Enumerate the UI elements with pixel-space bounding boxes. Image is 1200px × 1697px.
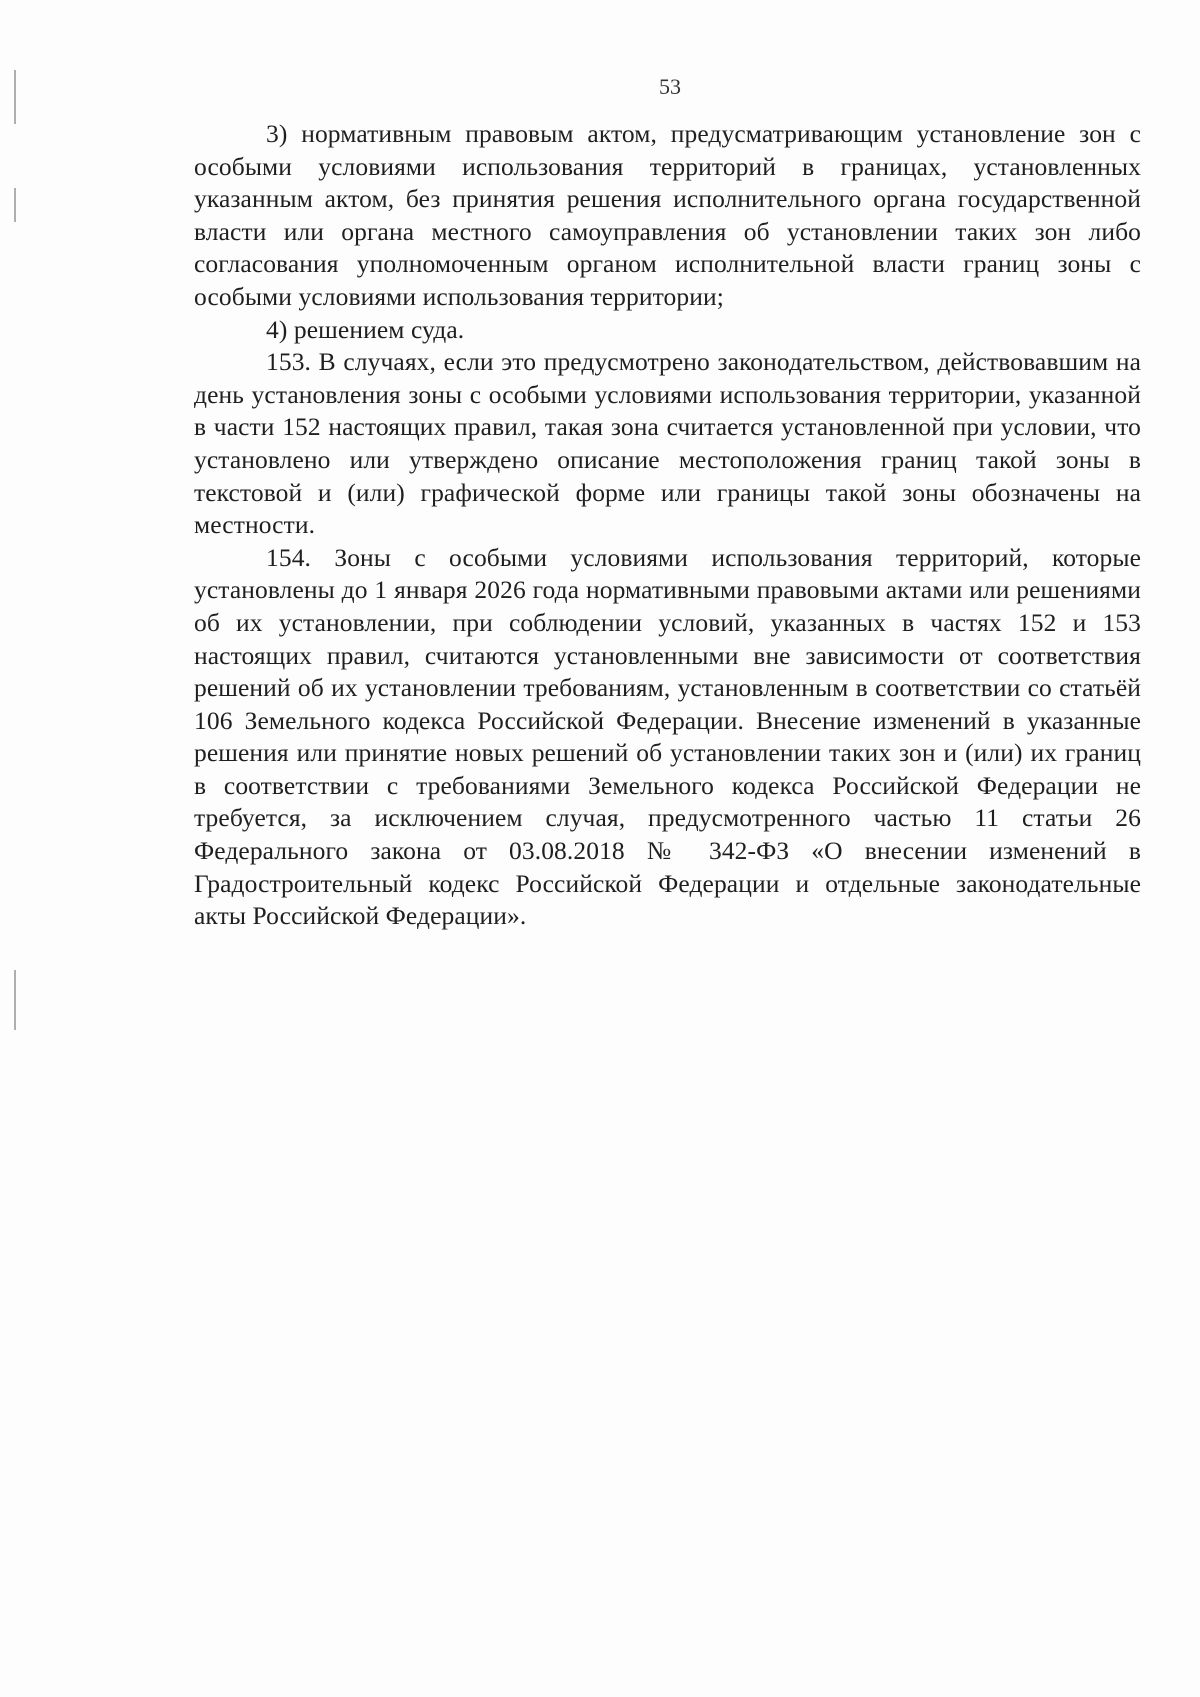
list-item-3: 3) нормативным правовым актом, предусматривающим установление зон с особыми условиями использования территорий в границах, установленных указанным актом, без принятия решения исполнительного органа государственной власти или органа местного самоуправления об установлении таких зон либо согласования уполномоченным органом исполнительной власти границ зоны с особыми условиями использования территории; (194, 119, 1141, 311)
list-item-4: 4) решением суда. (266, 314, 465, 344)
page-number: 53 (659, 74, 681, 99)
document-body (194, 118, 1141, 933)
binding-edge-mark (14, 188, 16, 222)
binding-edge-mark (14, 970, 16, 1030)
clause-153-paragraph: 153. В случаях, если это предусмотрено законодательством, действовавшим на день установления зоны с особыми условиями использования территории, указанной в части 152 настоящих правил, такая зона считается установленной при условии, что установлено или утверждено описание местоположения границ такой зоны в текстовой и (или) графической форме или границы такой зоны обозначены на местности. (194, 347, 1141, 540)
clause-154-paragraph: 154. Зоны с особыми условиями использования территорий, которые установлены до 1 января 2026 года нормативными правовыми актами или решениями об их установлении, при соблюдении условий, указанных в частях 152 и 153 настоящих правил, считаются установленными вне зависимости от соответствия решений об их установлении требованиям, установленным в соответствии со статьёй 106 Земельного кодекса Российской Федерации. Внесение изменений в указанные решения или принятие новых решений об установлении таких зон и (или) их границ в соответствии с требованиями Земельного кодекса Российской Федерации не требуется, за исключением случая, предусмотренного частью 11 статьи 26 Федерального закона от 03.08.2018 № 342-ФЗ «О внесении изменений в Градостроительный кодекс Российской Федерации и отдельные законодательные акты Российской Федерации». (194, 542, 1141, 931)
